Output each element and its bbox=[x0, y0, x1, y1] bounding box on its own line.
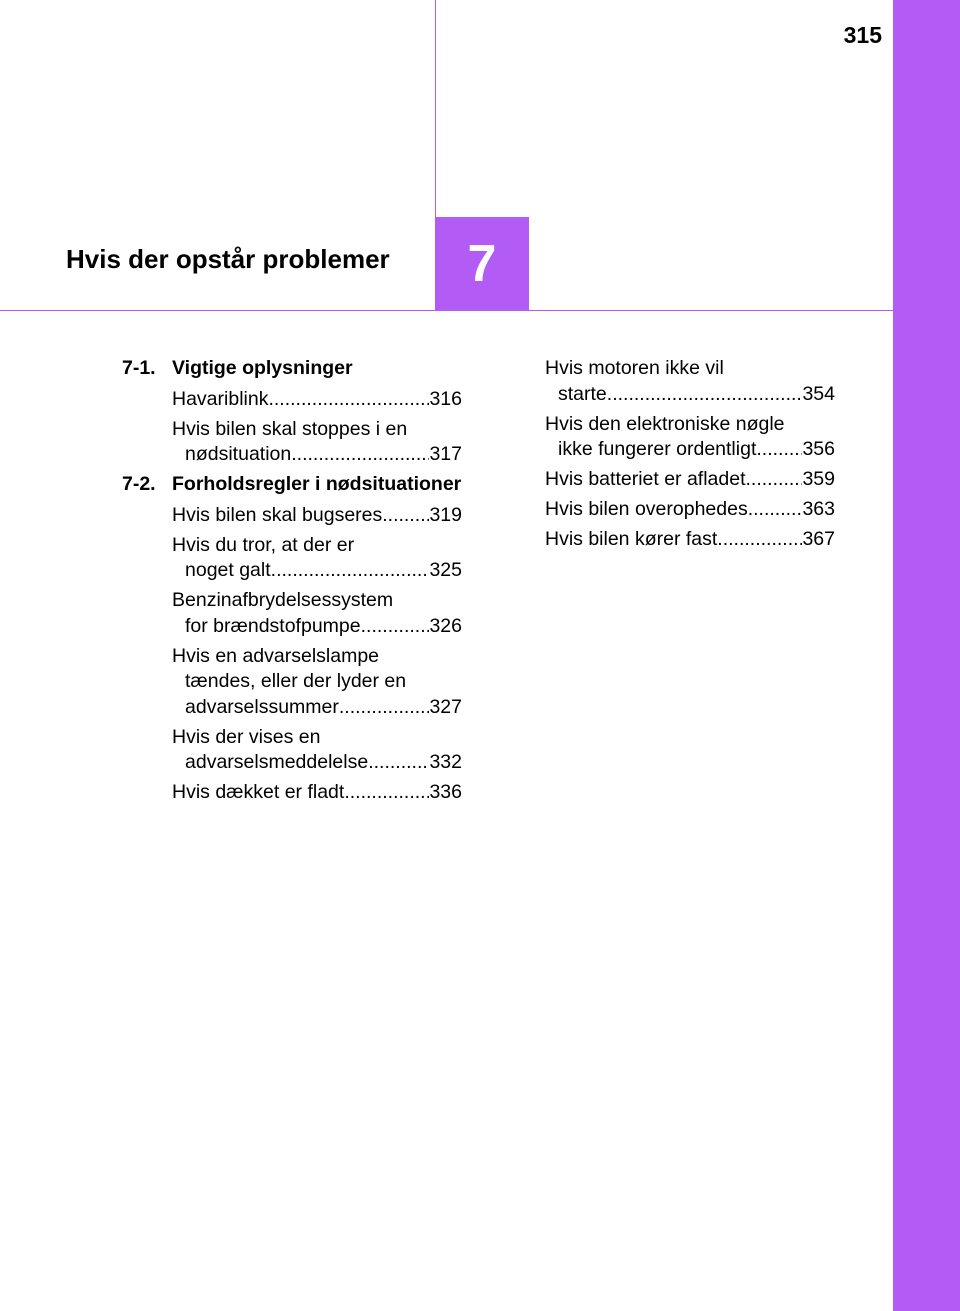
page-number: 315 bbox=[843, 22, 882, 48]
toc-entry-line: tændes, eller der lyder en bbox=[185, 670, 407, 692]
toc-entry-line bbox=[545, 437, 835, 463]
toc-entry-line: Hvis bilen skal stoppes i en bbox=[172, 417, 408, 440]
toc-left-column bbox=[122, 356, 462, 810]
toc-page-number: 327 bbox=[429, 695, 462, 718]
toc-entry-text: for brændstofpumpe bbox=[185, 614, 361, 637]
toc-entry-line: Hvis der vises en bbox=[172, 725, 321, 748]
toc-section-heading bbox=[122, 356, 462, 382]
toc-entry-line bbox=[545, 497, 835, 523]
chapter-number-box: 7 bbox=[435, 217, 529, 311]
toc-entry-line: Hvis en advarselslampe bbox=[172, 644, 380, 667]
toc-leader-dots bbox=[344, 780, 429, 806]
toc-entry-text: starte bbox=[558, 382, 607, 405]
toc-page-number: 359 bbox=[802, 468, 835, 490]
toc-leader-dots bbox=[368, 750, 429, 776]
toc-entry-text: Hvis bilen kører fast bbox=[545, 528, 718, 550]
chapter-side-tab bbox=[893, 0, 960, 1311]
toc-entry-text: Hvis bilen overophedes bbox=[545, 498, 748, 520]
toc-right-column bbox=[545, 356, 835, 557]
toc-leader-dots bbox=[339, 695, 430, 721]
toc-page-number: 356 bbox=[802, 438, 835, 460]
toc-entry[interactable] bbox=[172, 533, 462, 584]
toc-entry[interactable] bbox=[172, 387, 462, 413]
toc-leader-dots bbox=[748, 497, 803, 523]
toc-entry-line: Hvis den elektroniske nøgle bbox=[545, 412, 785, 435]
toc-entry-line: Hvis du tror, at der er bbox=[172, 533, 355, 556]
toc-leader-dots bbox=[271, 558, 430, 584]
toc-page-number: 316 bbox=[429, 387, 462, 410]
toc-entry-line bbox=[172, 750, 462, 776]
toc-page-number: 326 bbox=[429, 614, 462, 637]
toc-entry-text: Hvis batteriet er afladet bbox=[545, 468, 746, 490]
toc-entry[interactable] bbox=[545, 497, 835, 523]
toc-leader-dots bbox=[291, 442, 429, 468]
toc-entry-line bbox=[172, 695, 462, 721]
toc-entry[interactable] bbox=[545, 356, 835, 407]
toc-leader-dots bbox=[382, 503, 429, 529]
toc-entry-line bbox=[545, 382, 835, 408]
toc-page-number: 367 bbox=[802, 528, 835, 550]
toc-entry-text: ikke fungerer ordentligt bbox=[558, 438, 757, 460]
toc-entry-line bbox=[545, 527, 835, 553]
toc-entry-line bbox=[172, 780, 462, 806]
toc-leader-dots bbox=[268, 387, 429, 413]
toc-entry[interactable] bbox=[545, 527, 835, 553]
toc-section-title: Forholdsregler i nødsituationer bbox=[172, 473, 462, 495]
toc-entry-line: Benzinafbrydelsessystem bbox=[172, 589, 394, 611]
toc-entry[interactable] bbox=[172, 417, 462, 468]
toc-entry[interactable] bbox=[172, 725, 462, 776]
toc-entry[interactable] bbox=[172, 588, 462, 639]
toc-entry[interactable] bbox=[545, 467, 835, 493]
toc-page-number: 336 bbox=[429, 781, 462, 803]
toc-leader-dots bbox=[746, 467, 803, 493]
toc-entry-text: Havariblink bbox=[172, 387, 269, 410]
toc-page-number: 363 bbox=[802, 498, 835, 520]
toc-page-number: 354 bbox=[802, 382, 835, 405]
toc-entry-line: Hvis motoren ikke vil bbox=[545, 357, 724, 379]
toc-section-title: Vigtige oplysninger bbox=[172, 357, 353, 379]
toc-page-number: 325 bbox=[429, 559, 462, 581]
toc-section-number: 7-1. bbox=[122, 357, 156, 379]
toc-entry-text: advarselssummer bbox=[185, 695, 339, 718]
toc-entry-text: nødsituation bbox=[185, 443, 292, 465]
toc-entry-line bbox=[172, 503, 462, 529]
toc-entry-text: Hvis dækket er fladt bbox=[172, 781, 345, 803]
toc-entry[interactable] bbox=[172, 644, 462, 721]
toc-entry-line bbox=[172, 387, 462, 413]
toc-leader-dots bbox=[607, 382, 803, 408]
toc-section-number: 7-2. bbox=[122, 473, 156, 495]
toc-entry[interactable] bbox=[545, 412, 835, 463]
toc-leader-dots bbox=[361, 614, 430, 640]
toc-section-heading bbox=[122, 472, 462, 498]
toc-entry[interactable] bbox=[172, 503, 462, 529]
toc-leader-dots bbox=[717, 527, 802, 553]
toc-entry-line bbox=[172, 558, 462, 584]
toc-entry-text: advarselsmeddelelse bbox=[185, 751, 369, 773]
toc-entry-text: Hvis bilen skal bugseres bbox=[172, 503, 383, 526]
toc-entry-line bbox=[172, 614, 462, 640]
toc-entry-line bbox=[545, 467, 835, 493]
toc-entry-line bbox=[172, 442, 462, 468]
chapter-title: Hvis der opstår problemer bbox=[66, 244, 390, 274]
toc-leader-dots bbox=[756, 437, 802, 463]
toc-page-number: 319 bbox=[429, 503, 462, 526]
header-divider-vertical bbox=[435, 0, 436, 217]
toc-entry-text: noget galt bbox=[185, 559, 271, 581]
toc-entry[interactable] bbox=[172, 780, 462, 806]
toc-page-number: 332 bbox=[429, 751, 462, 773]
toc-page-number: 317 bbox=[429, 443, 462, 465]
